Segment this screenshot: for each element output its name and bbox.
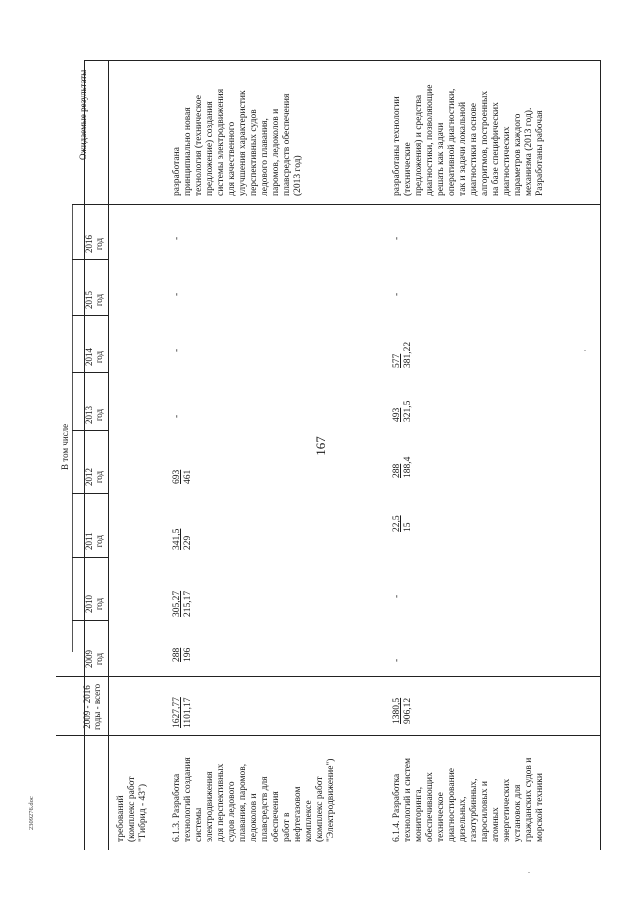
header-year-2009: 2009 год (84, 650, 104, 668)
row-6-1-3-2009: 288 196 (172, 647, 193, 662)
row-6-1-3-2013: - (172, 414, 182, 418)
header-year-2010: 2010 год (84, 595, 104, 613)
table-border-left (84, 60, 85, 850)
header-year-2014: 2014 год (84, 348, 104, 366)
col-sep-name (56, 735, 600, 736)
including-separator (72, 204, 73, 652)
col-sep-2011 (72, 557, 108, 558)
row-6-1-4-2010: - (392, 594, 402, 598)
col-sep-expected (72, 204, 600, 205)
row-6-1-4-2011: 22,5 15 (392, 515, 413, 532)
row-6-1-3-result: разработана принципиально новая технология (техническое предложение) создания системы электродвижения для качественного улучшения характеристик перспективных судов ледового плавания, паромов, ледоколов и плавсредств обеспечения (2013 год) (172, 88, 303, 196)
header-year-2016: 2016 год (84, 235, 104, 253)
page-number: 167 (313, 436, 328, 456)
header-including: В том числе (60, 423, 70, 470)
table-border-top (84, 60, 600, 61)
col-sep-total (56, 676, 600, 677)
row-6-1-3-2010: 305,27 215,17 (172, 590, 193, 617)
header-year-2011: 2011 год (84, 532, 104, 550)
header-year-2013: 2013 год (84, 406, 104, 424)
header-period-total: 2009 - 2016 годы - всего (82, 683, 102, 730)
row-6-1-3-total: 1627,77 1101,17 (172, 697, 193, 728)
header-year-2012: 2012 год (84, 468, 104, 486)
scan-speck (528, 872, 530, 873)
header-body-separator (108, 60, 109, 850)
row-6-1-3-2014: - (172, 348, 182, 352)
row-6-1-4-2012: 288 188,4 (392, 456, 413, 478)
row-6-1-3-name: 6.1.3. Разработка технологий создания системы электродвижения для перспективных судов ледового плавания, паромов, ледоколов и плавсредств для обеспечения работ в нефтегазовом комплексе (комплекс работ "Электродвижение") (172, 757, 336, 842)
row-6-1-4-result: разработаны технологии (технические предложения) и средства диагностики, позволяющие решать как задачи оперативной диагностики, так и задачи локальной диагностики на основе алгоритмов, построенных на базе специфических диагностических параметров каждого механизма (2013 год). Разработаны рабочая (392, 84, 545, 196)
row-6-1-4-2009: - (392, 658, 402, 662)
row-6-1-3-2012: 693 461 (172, 469, 193, 484)
footer-filename: 2309276.doc (28, 796, 35, 830)
row-6-1-4-2015: - (392, 292, 402, 296)
row-continuation-name: требований (комплекс работ "Гибрид - 43") (116, 776, 148, 842)
scan-speck (584, 350, 586, 351)
row-6-1-3-2011: 341,5 229 (172, 528, 193, 550)
col-sep-2012 (72, 493, 108, 494)
table-border-right (600, 60, 601, 850)
col-sep-2013 (72, 430, 108, 431)
header-year-2015: 2015 год (84, 291, 104, 309)
col-sep-2014 (72, 372, 108, 373)
row-6-1-4-2016: - (392, 236, 402, 240)
row-6-1-4-2014: 577 381,22 (392, 341, 413, 368)
col-sep-2016 (72, 259, 108, 260)
col-sep-2010 (72, 620, 108, 621)
row-6-1-3-2015: - (172, 292, 182, 296)
header-expected-results: Ожидаемые результаты (78, 69, 88, 160)
row-6-1-3-2016: - (172, 236, 182, 240)
col-sep-2015 (72, 315, 108, 316)
row-6-1-4-total: 1380,5 906,12 (392, 697, 413, 724)
row-6-1-4-name: 6.1.4. Разработка технологий и систем мониторинга, обеспечивающих техническое диагностирование дизельных, газотурбинных, паросиловых и атомных энергетических установок для гражданских судов и морской техники (392, 757, 545, 842)
row-6-1-4-2013: 493 321,5 (392, 400, 413, 422)
